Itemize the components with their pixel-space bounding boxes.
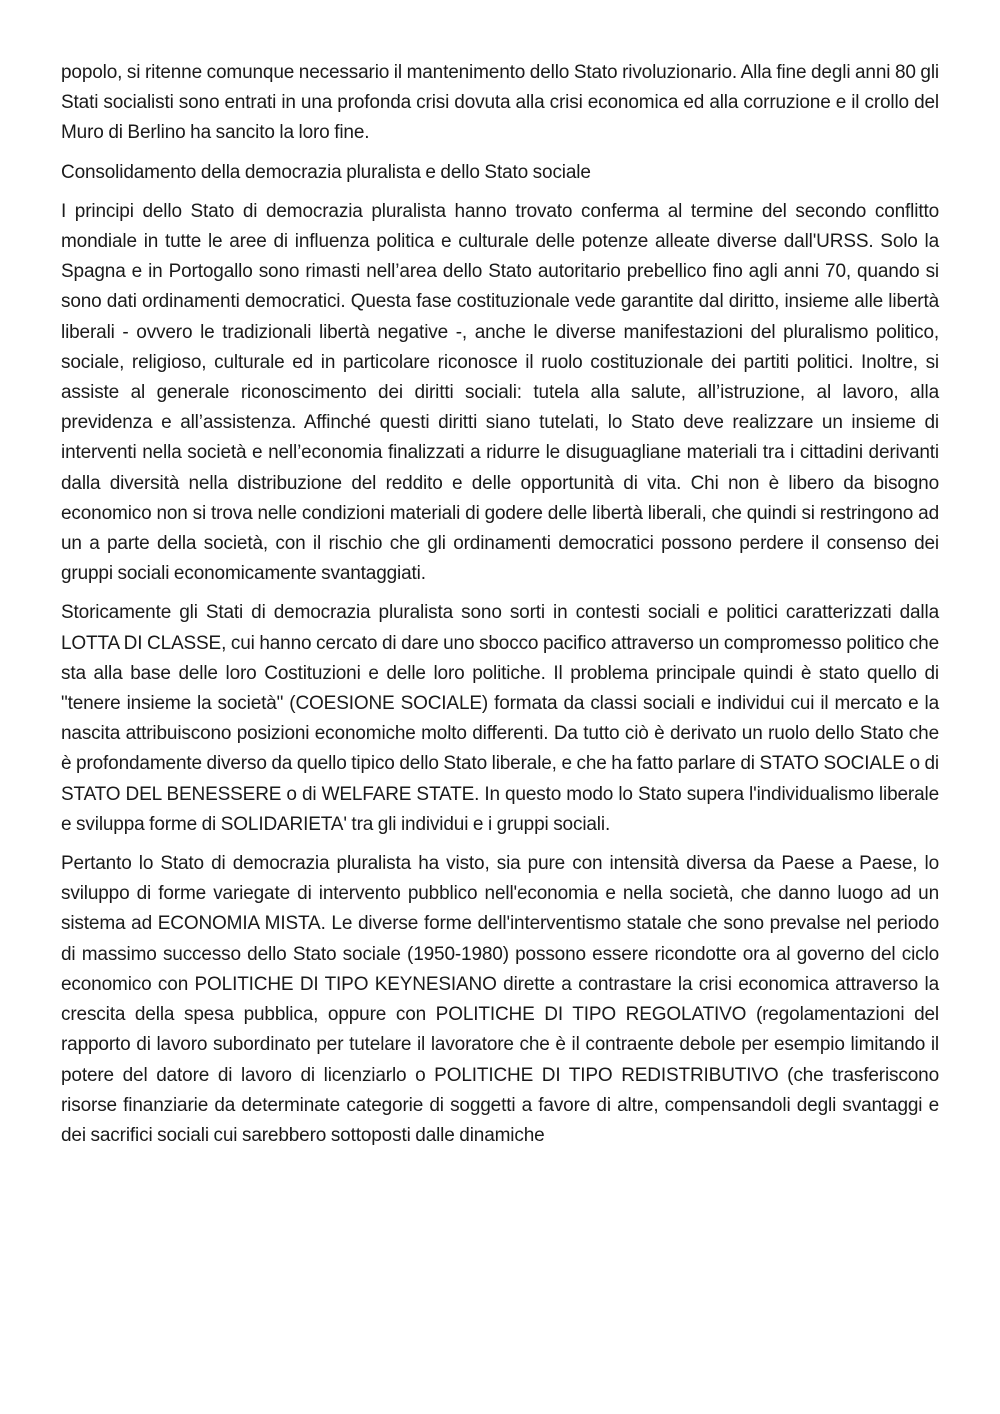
paragraph-principles: I principi dello Stato di democrazia pluralista hanno trovato conferma al termine del secondo conflitto mondiale in tutte le aree di influenza politica e culturale delle potenze alleate diverse dall'URSS. Solo la Spagna e in Portogallo sono rimasti nell’area dello Stato autoritario prebellico fino agli anni 70, quando si sono dati ordinamenti democratici. Questa fase costituzionale vede garantite dal diritto, insieme alle libertà liberali - ovvero le tradizionali libertà negative -, anche le diverse manifestazioni del pluralismo politico, sociale, religioso, culturale ed in particolare riconosce il ruolo costituzionale dei partiti politici. Inoltre, si assiste al generale riconoscimento dei diritti sociali: tutela alla salute, all’istruzione, al lavoro, alla previdenza e all’assistenza. Affinché questi diritti siano tutelati, lo Stato deve realizzare un insieme di interventi nella società e nell’economia finalizzati a ridurre le disuguagliane materiali tra i cittadini derivanti dalla diversità nella distribuzione del reddito e delle opportunità di vita. Chi non è libero da bisogno economico non si trova nelle condizioni materiali di godere delle libertà liberali, che quindi si restringono ad un a parte della società, con il rischio che gli ordinamenti democratici possono perdere il consenso dei gruppi sociali economicamente svantaggiati. xyxy=(61,200,939,585)
section-heading: Consolidamento della democrazia pluralista e dello Stato sociale xyxy=(61,161,591,183)
paragraph-intro: popolo, si ritenne comunque necessario il mantenimento dello Stato rivoluzionario. Alla fine degli anni 80 gli Stati socialisti sono entrati in una profonda crisi dovuta alla crisi economica ed alla corruzione e il crollo del Muro di Berlino ha sancito la loro fine. xyxy=(61,62,939,144)
paragraph-history: Storicamente gli Stati di democrazia pluralista sono sorti in contesti sociali e politici caratterizzati dalla LOTTA DI CLASSE, cui hanno cercato di dare uno sbocco pacifico attraverso un compromesso politico che sta alla base delle loro Costituzioni e delle loro politiche. Il problema principale quindi è stato quello di "tenere insieme la società" (COESIONE SOCIALE) formata da classi sociali e individui cui il mercato e la nascita attribuiscono posizioni economiche molto differenti. Da tutto ciò è derivato un ruolo dello Stato che è profondamente diverso da quello tipico dello Stato liberale, e che ha fatto parlare di STATO SOCIALE o di STATO DEL BENESSERE o di WELFARE STATE. In questo modo lo Stato supera l'individualismo liberale e sviluppa forme di SOLIDARIETA' tra gli individui e i gruppi sociali. xyxy=(61,602,939,835)
document-page xyxy=(61,58,939,1160)
paragraph-mixed-economy: Pertanto lo Stato di democrazia pluralista ha visto, sia pure con intensità diversa da Paese a Paese, lo sviluppo di forme variegate di intervento pubblico nell'economia e nella società, che danno luogo ad un sistema ad ECONOMIA MISTA. Le diverse forme dell'interventismo statale che sono prevalse nel periodo di massimo successo dello Stato sociale (1950-1980) possono essere ricondotte ora al governo del ciclo economico con POLITICHE DI TIPO KEYNESIANO dirette a contrastare la crisi economica attraverso la crescita della spesa pubblica, oppure con POLITICHE DI TIPO REGOLATIVO (regolamentazioni del rapporto di lavoro subordinato per tutelare il lavoratore che è il contraente debole per esempio limitando il potere del datore di lavoro di licenziarlo o POLITICHE DI TIPO REDISTRIBUTIVO (che trasferiscono risorse finanziarie da determinate categorie di soggetti a favore di altre, compensandoli degli svantaggi e dei sacrifici sociali cui sarebbero sottoposti dalle dinamiche xyxy=(61,853,939,1146)
